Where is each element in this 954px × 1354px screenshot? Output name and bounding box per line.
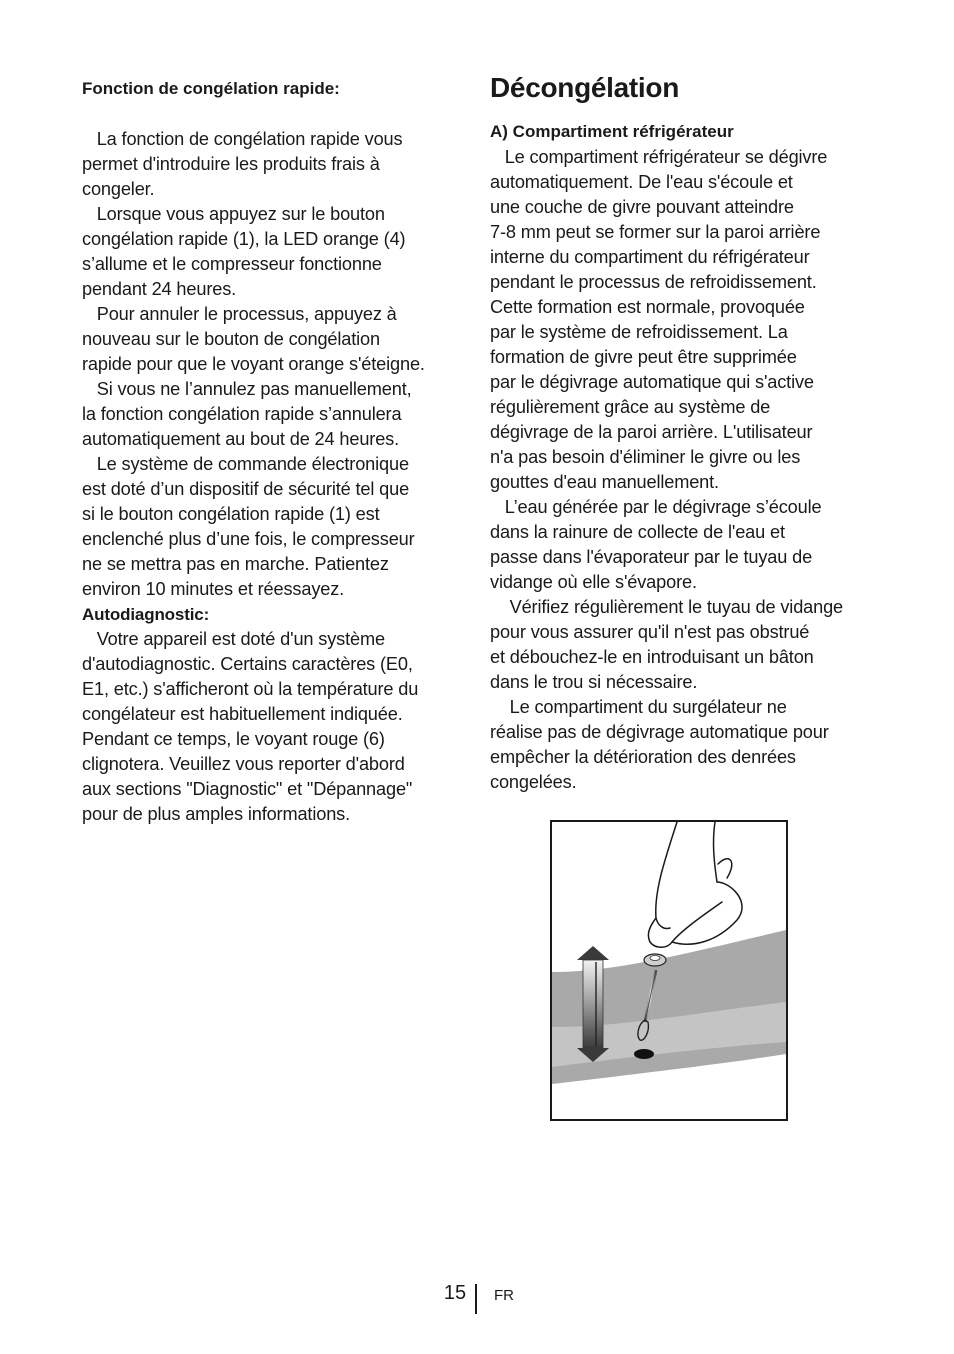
page-number: 15 <box>443 1282 467 1304</box>
section-heading-quick-freeze: Fonction de congélation rapide: <box>82 79 340 98</box>
defrosting-text-line: et débouchez-le en introduisant un bâton <box>490 647 814 667</box>
defrosting-text-line: empêcher la détérioration des denrées <box>490 747 796 767</box>
defrosting-text-line: interne du compartiment du réfrigérateur <box>490 247 810 267</box>
quick-freeze-text-line: Le système de commande électronique <box>82 454 409 474</box>
quick-freeze-text-line: Autodiagnostic: <box>82 605 210 624</box>
defrosting-text-line: automatiquement. De l'eau s'écoule et <box>490 172 793 192</box>
quick-freeze-text-line: aux sections "Diagnostic" et "Dépannage" <box>82 779 413 799</box>
defrosting-text-line: une couche de givre pouvant atteindre <box>490 197 794 217</box>
quick-freeze-text-line: rapide pour que le voyant orange s'éteigne. <box>82 354 425 374</box>
defrosting-text-line: passe dans l'évaporateur par le tuyau de <box>490 547 813 567</box>
quick-freeze-text-line: ne se mettra pas en marche. Patientez <box>82 554 389 574</box>
defrosting-text-line: Vérifiez régulièrement le tuyau de vidange <box>490 597 844 617</box>
defrosting-text-line: gouttes d'eau manuellement. <box>490 472 719 492</box>
quick-freeze-text-line: environ 10 minutes et réessayez. <box>82 579 345 599</box>
defrosting-text-line: par le système de refroidissement. La <box>490 322 788 342</box>
quick-freeze-text-line: est doté d’un dispositif de sécurité tel que <box>82 479 410 499</box>
quick-freeze-text-line: Lorsque vous appuyez sur le bouton <box>82 204 385 224</box>
footer-divider <box>475 1284 477 1314</box>
quick-freeze-text-line: clignotera. Veuillez vous reporter d'abord <box>82 754 405 774</box>
defrosting-text-line: dans le trou si nécessaire. <box>490 672 698 692</box>
defrosting-text-line: vidange où elle s'évapore. <box>490 572 697 592</box>
quick-freeze-text-line: Si vous ne l’annulez pas manuellement, <box>82 379 412 399</box>
defrosting-text-line: 7-8 mm peut se former sur la paroi arrière <box>490 222 821 242</box>
page-footer <box>0 1280 954 1320</box>
defrosting-text-line: Cette formation est normale, provoquée <box>490 297 805 317</box>
quick-freeze-text-line: enclenché plus d’une fois, le compresseur <box>82 529 415 549</box>
defrosting-text-line: réalise pas de dégivrage automatique pour <box>490 722 829 742</box>
quick-freeze-text-line: nouveau sur le bouton de congélation <box>82 329 380 349</box>
defrosting-body <box>490 145 843 795</box>
quick-freeze-text-line: s’allume et le compresseur fonctionne <box>82 254 382 274</box>
language-code: FR <box>494 1287 514 1304</box>
quick-freeze-text-line: Pendant ce temps, le voyant rouge (6) <box>82 729 385 749</box>
defrosting-text-line: congelées. <box>490 772 577 792</box>
defrosting-text-line: Le compartiment réfrigérateur se dégivre <box>490 147 828 167</box>
defrosting-text-line: n'a pas besoin d'éliminer le givre ou les <box>490 447 801 467</box>
quick-freeze-text-line: la fonction congélation rapide s’annulera <box>82 404 402 424</box>
quick-freeze-text-line <box>82 102 425 127</box>
defrosting-text-line: Le compartiment du surgélateur ne <box>490 697 787 717</box>
quick-freeze-text-line: automatiquement au bout de 24 heures. <box>82 429 400 449</box>
defrosting-text-line: dans la rainure de collecte de l'eau et <box>490 522 785 542</box>
defrosting-text-line: L’eau générée par le dégivrage s’écoule <box>490 497 822 517</box>
quick-freeze-text-line: congeler. <box>82 179 155 199</box>
drain-hole <box>634 1049 654 1059</box>
quick-freeze-text-line: pour de plus amples informations. <box>82 804 351 824</box>
defrosting-text-line: pendant le processus de refroidissement. <box>490 272 817 292</box>
quick-freeze-text-line: pendant 24 heures. <box>82 279 237 299</box>
subheading-refrigerator-compartment: A) Compartiment réfrigérateur <box>490 122 734 141</box>
defrosting-text-line: pour vous assurer qu'il n'est pas obstrué <box>490 622 810 642</box>
drain-cleaning-illustration <box>550 820 788 1121</box>
quick-freeze-text-line: La fonction de congélation rapide vous <box>82 129 403 149</box>
quick-freeze-text-line: E1, etc.) s'afficheront où la température du <box>82 679 419 699</box>
quick-freeze-text-line: Pour annuler le processus, appuyez à <box>82 304 397 324</box>
quick-freeze-text-line: Votre appareil est doté d'un système <box>82 629 385 649</box>
defrosting-text-line: régulièrement grâce au système de <box>490 397 771 417</box>
quick-freeze-text-line: d'autodiagnostic. Certains caractères (E0, <box>82 654 413 674</box>
quick-freeze-body <box>82 102 425 827</box>
quick-freeze-text-line: congélation rapide (1), la LED orange (4) <box>82 229 406 249</box>
defrosting-text-line: formation de givre peut être supprimée <box>490 347 797 367</box>
quick-freeze-text-line: si le bouton congélation rapide (1) est <box>82 504 380 524</box>
defrosting-text-line: par le dégivrage automatique qui s'active <box>490 372 814 392</box>
page-title-defrosting: Décongélation <box>490 72 680 103</box>
defrosting-text-line: dégivrage de la paroi arrière. L'utilisateur <box>490 422 813 442</box>
quick-freeze-text-line: permet d'introduire les produits frais à <box>82 154 380 174</box>
quick-freeze-text-line: congélateur est habituellement indiquée. <box>82 704 403 724</box>
illustration-svg <box>552 822 786 1119</box>
hand-outline <box>648 822 742 947</box>
